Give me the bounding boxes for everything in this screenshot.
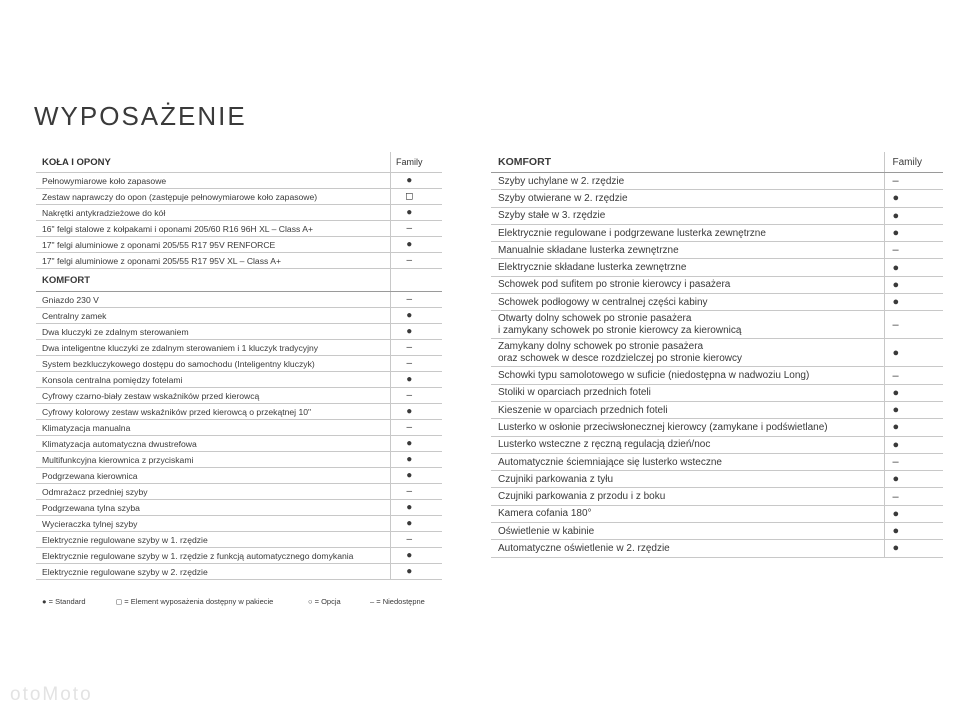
table-row: Czujniki parkowania z tyłu ● [491, 471, 943, 488]
table-row: Schowek pod sufitem po stronie kierowcy i pasażera ● [491, 276, 943, 293]
table-row: Elektrycznie regulowane i podgrzewane lusterka zewnętrzne ● [491, 224, 943, 241]
table-row: Gniazdo 230 V – [36, 292, 442, 308]
table-row: Elektrycznie regulowane szyby w 1. rzędzie z funkcją automatycznego domykania ● [36, 548, 442, 564]
table-row: Lusterko wsteczne z ręczną regulacją dzień/noc ● [491, 436, 943, 453]
table-row: System bezkluczykowego dostępu do samochodu (Inteligentny kluczyk) – [36, 356, 442, 372]
table-header [491, 152, 943, 173]
section-title-wheels: KOŁA I OPONY [36, 152, 390, 173]
wheels-comfort-table [36, 152, 442, 580]
column-header-family: Family [390, 152, 442, 173]
table-row: Klimatyzacja automatyczna dwustrefowa ● [36, 436, 442, 452]
table-row: Szyby stałe w 3. rzędzie ● [491, 207, 943, 224]
table-row: Podgrzewana tylna szyba ● [36, 500, 442, 516]
table-row: Dwa kluczyki ze zdalnym sterowaniem ● [36, 324, 442, 340]
table-row: Elektrycznie regulowane szyby w 1. rzędzie – [36, 532, 442, 548]
legend-option: ○ = Opcja [308, 597, 341, 606]
table-row: Elektrycznie składane lusterka zewnętrzne ● [491, 259, 943, 276]
table-row: Lusterko w osłonie przeciwsłonecznej kierowcy (zamykane i podświetlane) ● [491, 419, 943, 436]
table-row: Elektrycznie regulowane szyby w 2. rzędzie ● [36, 564, 442, 580]
table-row: Dwa inteligentne kluczyki ze zdalnym sterowaniem i 1 kluczyk tradycyjny – [36, 340, 442, 356]
legend-unavailable: – = Niedostępne [370, 597, 425, 606]
table-row: Cyfrowy czarno-biały zestaw wskaźników przed kierowcą – [36, 388, 442, 404]
section-title-comfort: KOMFORT [491, 152, 884, 173]
table-row: Zamykany dolny schowek po stronie pasażera oraz schowek w desce rozdzielczej po stronie kierowcy ● [491, 339, 943, 367]
table-row: Szyby uchylane w 2. rzędzie – [491, 173, 943, 190]
table-row: Konsola centralna pomiędzy fotelami ● [36, 372, 442, 388]
table-row: Podgrzewana kierownica ● [36, 468, 442, 484]
table-row: Cyfrowy kolorowy zestaw wskaźników przed kierowcą o przekątnej 10" ● [36, 404, 442, 420]
table-header [36, 152, 442, 173]
table-row: Otwarty dolny schowek po stronie pasażera i zamykany schowek po stronie kierowcy za kierownicą – [491, 311, 943, 339]
table-row: Pełnowymiarowe koło zapasowe ● [36, 173, 442, 189]
table-row: Wycieraczka tylnej szyby ● [36, 516, 442, 532]
watermark-logo: otoMoto [10, 684, 93, 705]
table-row: 16" felgi stalowe z kołpakami i oponami 205/60 R16 96H XL – Class A+ – [36, 221, 442, 237]
table-row: Automatycznie ściemniające się lusterko wsteczne – [491, 453, 943, 470]
table-row: Automatyczne oświetlenie w 2. rzędzie ● [491, 540, 943, 557]
table-row: Klimatyzacja manualna – [36, 420, 442, 436]
table-row: Schowki typu samolotowego w suficie (niedostępna w nadwoziu Long) – [491, 367, 943, 384]
table-row: Kieszenie w oparciach przednich foteli ● [491, 401, 943, 418]
table-row: Szyby otwierane w 2. rzędzie ● [491, 190, 943, 207]
table-row: Stoliki w oparciach przednich foteli ● [491, 384, 943, 401]
column-header-family: Family [884, 152, 943, 173]
table-row: Zestaw naprawczy do opon (zastępuje pełnowymiarowe koło zapasowe) ◻ [36, 189, 442, 205]
legend-standard: ● = Standard [42, 597, 86, 606]
table-row: Kamera cofania 180° ● [491, 505, 943, 522]
table-row: Odmrażacz przedniej szyby – [36, 484, 442, 500]
table-row: Multifunkcyjna kierownica z przyciskami ● [36, 452, 442, 468]
table-row: Nakrętki antykradzieżowe do kół ● [36, 205, 442, 221]
table-row: Schowek podłogowy w centralnej części kabiny ● [491, 294, 943, 311]
table-row: Czujniki parkowania z przodu i z boku – [491, 488, 943, 505]
section-title-comfort: KOMFORT [36, 269, 390, 292]
page-title: WYPOSAŻENIE [34, 101, 247, 131]
table-row: Centralny zamek ● [36, 308, 442, 324]
legend-package: ◻ = Element wyposażenia dostępny w pakiecie [116, 597, 274, 606]
table-row: Manualnie składane lusterka zewnętrzne – [491, 242, 943, 259]
section-row [36, 269, 442, 292]
table-row: Oświetlenie w kabinie ● [491, 523, 943, 540]
comfort-table [491, 152, 943, 558]
table-row: 17" felgi aluminiowe z oponami 205/55 R17 95V XL – Class A+ – [36, 253, 442, 269]
table-row: 17" felgi aluminiowe z oponami 205/55 R17 95V RENFORCE ● [36, 237, 442, 253]
